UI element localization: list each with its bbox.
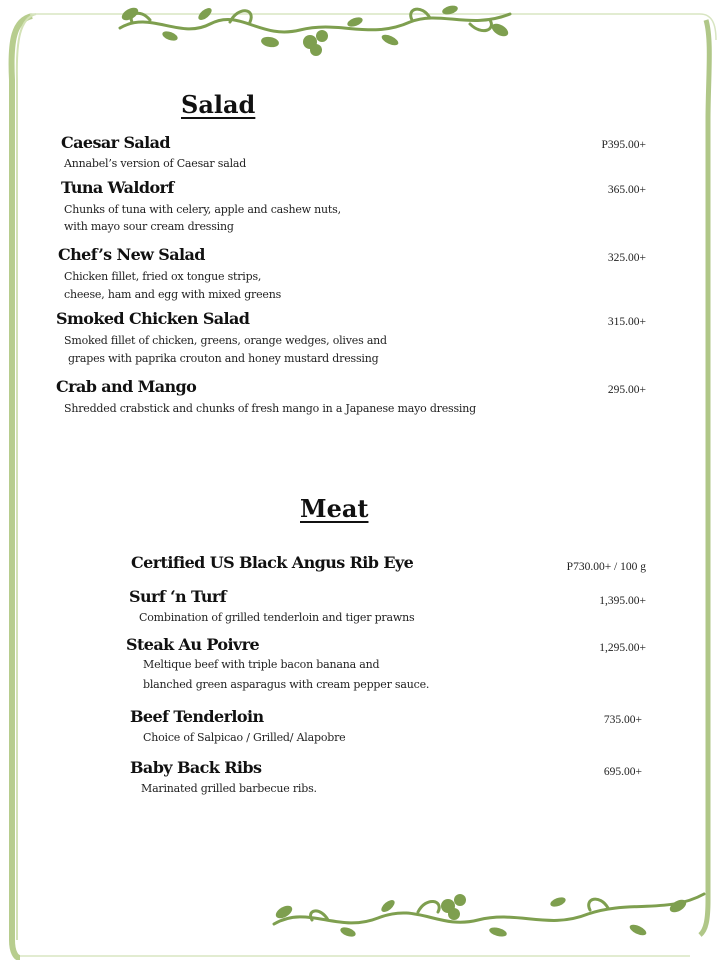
menu-item-description: grapes with paprika crouton and honey mustard dressing — [68, 352, 379, 365]
menu-item-description: cheese, ham and egg with mixed greens — [64, 288, 282, 301]
menu-item-price: 315.00+ — [607, 316, 646, 328]
menu-item-price: 1,395.00+ — [599, 595, 646, 607]
menu-item-name: Tuna Waldorf — [61, 178, 174, 197]
salad-section-title: Salad — [181, 90, 256, 119]
menu-item-price: 295.00+ — [607, 384, 646, 396]
menu-item-price: 1,295.00+ — [599, 642, 646, 654]
menu-item-price: P395.00+ — [601, 139, 646, 151]
menu-item-price: 365.00+ — [607, 184, 646, 196]
menu-item-description: Annabel’s version of Caesar salad — [64, 157, 247, 170]
menu-item-description: Marinated grilled barbecue ribs. — [141, 782, 317, 795]
menu-item-name: Smoked Chicken Salad — [56, 309, 250, 328]
menu-item-name: Steak Au Poivre — [126, 635, 260, 654]
menu-item-description: Combination of grilled tenderloin and tiger prawns — [139, 611, 415, 624]
menu-item-price: 695.00+ — [603, 766, 642, 778]
menu-item-description: with mayo sour cream dressing — [64, 220, 234, 233]
menu-item-name: Beef Tenderloin — [130, 707, 264, 726]
menu-item-name: Surf ‘n Turf — [129, 587, 227, 606]
menu-item-description: blanched green asparagus with cream pepper sauce. — [143, 678, 430, 691]
top-floral-ornament — [110, 0, 520, 60]
menu-item-description: Chunks of tuna with celery, apple and cashew nuts, — [64, 203, 341, 216]
menu-item-name: Certified US Black Angus Rib Eye — [131, 553, 414, 572]
menu-item-price: 735.00+ — [603, 714, 642, 726]
bottom-floral-ornament — [268, 884, 708, 946]
menu-item-name: Baby Back Ribs — [130, 758, 262, 777]
menu-item-name: Chef’s New Salad — [58, 245, 205, 264]
menu-item-description: Chicken fillet, fried ox tongue strips, — [64, 270, 262, 283]
meat-section-title: Meat — [300, 494, 369, 523]
menu-item-description: Choice of Salpicao / Grilled/ Alapobre — [143, 731, 346, 744]
menu-item-price: 325.00+ — [607, 252, 646, 264]
menu-item-description: Smoked fillet of chicken, greens, orange wedges, olives and — [64, 334, 387, 347]
menu-item-description: Shredded crabstick and chunks of fresh mango in a Japanese mayo dressing — [64, 402, 476, 415]
menu-item-price: P730.00+ / 100 g — [566, 561, 646, 573]
menu-item-description: Meltique beef with triple bacon banana and — [143, 658, 380, 671]
menu-item-name: Caesar Salad — [61, 133, 171, 152]
menu-item-name: Crab and Mango — [56, 377, 197, 396]
